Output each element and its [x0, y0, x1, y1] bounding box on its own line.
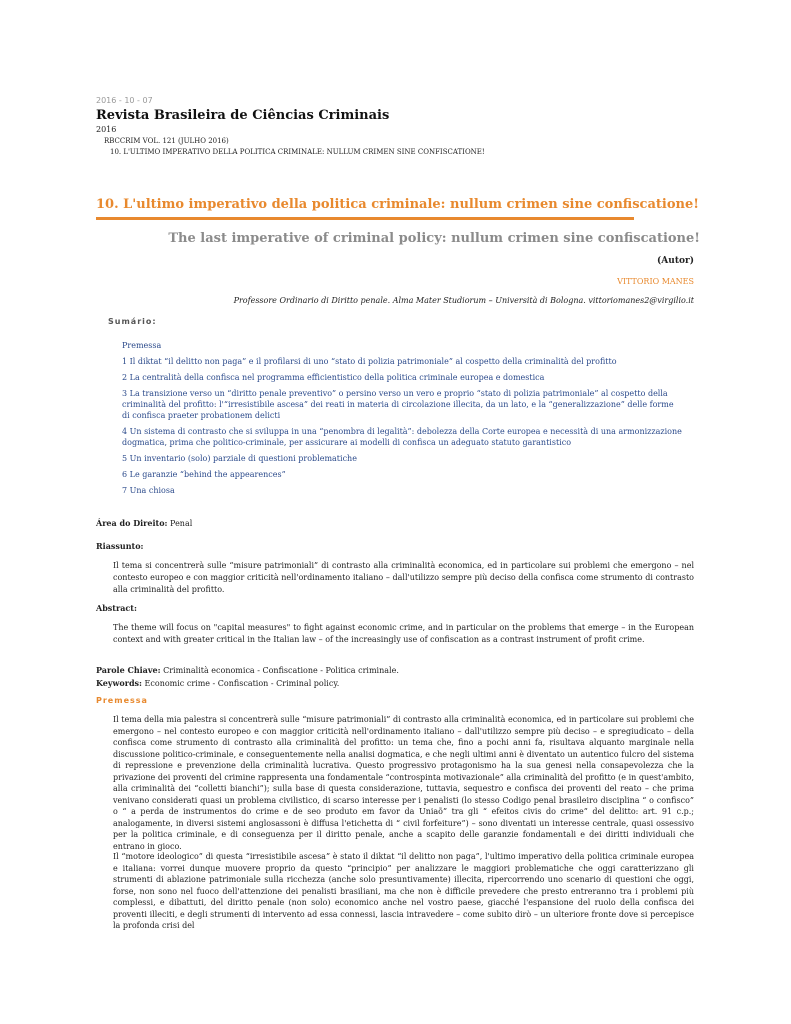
toc-link[interactable]: 1 Il diktat “il delitto non paga” e il profilarsi di uno “stato di polizia patrimoniale” al cospetto della criminalità del profitto	[122, 357, 617, 366]
premessa-heading: Premessa	[96, 696, 148, 705]
summary-list	[122, 340, 682, 501]
abstract-heading: Abstract:	[96, 603, 137, 613]
law-area	[96, 518, 192, 528]
toc-link[interactable]: 6 Le garanzie “behind the appearences”	[122, 470, 286, 479]
publication-date: 2016 - 10 - 07	[96, 96, 153, 105]
riassunto-text: Il tema si concentrerà sulle “misure patrimoniali” di contrasto alla criminalità economica, ed in particolare sui problemi che emergono – nel contesto europeo e con maggior criticità nell'ordinamento italiano – dall'utilizzo sempre più deciso della confisca come strumento di contrasto alla criminalità del profitto.	[113, 561, 694, 594]
article-title: 10. L'ultimo imperativo della politica criminale: nullum crimen sine confiscatione!	[96, 197, 699, 212]
toc-link[interactable]: 7 Una chiosa	[122, 486, 175, 495]
toc-link[interactable]: 2 La centralità della confisca nel programma efficientistico della politica criminale europea e domestica	[122, 373, 545, 382]
parole-label: Parole Chiave:	[96, 665, 161, 675]
keywords	[96, 677, 399, 690]
summary-heading: Sumário:	[108, 317, 157, 326]
journal-volume: RBCCRIM VOL. 121 (JULHO 2016)	[104, 137, 229, 145]
parole-chiave	[96, 664, 399, 677]
toc-link[interactable]: 3 La transizione verso un “diritto penale preventivo” o persino verso un vero e proprio “stato di polizia patrimoniale” al cospetto della criminalità del profitto: l'“irresistibile ascesa” dei reati in materia di circolazione illecita, da un lato, e la “generalizzazione” delle forme di confisca praeter probationem delicti	[122, 389, 674, 420]
author-name: VITTORIO MANES	[617, 277, 694, 286]
keywords-value: Economic crime - Confiscation - Criminal policy.	[142, 679, 340, 688]
law-area-value: Penal	[167, 519, 193, 528]
toc-link[interactable]: Premessa	[122, 341, 162, 350]
abstract-text: The theme will focus on "capital measures" to fight against economic crime, and in particular on the problems that emerge – in the European context and with greater critical in the Italian law – of the increasingly use of confiscation as a contrast instrument of profit crime.	[113, 623, 694, 644]
parole-value: Criminalità economica - Confiscatione - Politica criminale.	[160, 666, 399, 675]
journal-title: Revista Brasileira de Ciências Criminais	[96, 108, 390, 123]
author-role: (Autor)	[657, 256, 694, 266]
body-paragraph: Il “motore ideologico” di questa “irresistibile ascesa” è stato il diktat “il delitto non paga”, l'ultimo imperativo della politica criminale europea e italiana: vorrei dunque muovere proprio da questo “principio” per analizzare le maggiori problematiche che oggi caratterizzano gli strumenti di ablazione patrimoniale sulla ricchezza (anche solo presuntivamente) illecita, ripercorrendo uno scenario di questioni che oggi, forse, non sono nel fuoco dell'attenzione dei penalisti brasiliani, ma che non è difficile prevedere che presto entreranno tra i problemi più complessi, e dibattuti, del diritto penale (non solo) economico anche nel vostro paese, giacché l'espansione del ruolo della confisca dei proventi illeciti, e degli strumenti di intervento ad essa connessi, lascia intravedere – come subito dirò – un ulteriore fronte dove si percepisce la profonda crisi del	[113, 852, 694, 930]
keywords-label: Keywords:	[96, 678, 143, 688]
article-subtitle: The last imperative of criminal policy: nullum crimen sine confiscatione!	[168, 231, 700, 246]
toc-link[interactable]: 5 Un inventario (solo) parziale di questioni problematiche	[122, 454, 357, 463]
keywords-block	[96, 664, 399, 690]
body-paragraph: Il tema della mia palestra si concentrerà sulle “misure patrimoniali” di contrasto alla criminalità economica, ed in particolare sui problemi che emergono – nel contesto europeo e con maggior criticità nell'ordinamento italiano – dall'utilizzo sempre più deciso – e spregiudicato – della confisca come strumento di contrasto alla criminalità del profitto: un tema che, fino a pochi anni fa, risultava alquanto marginale nella discussione politico-criminale, e conseguentemente nella analisi dogmatica, e che negli ultimi anni è diventato un autentico fulcro del sistema di repressione e prevenzione della criminalità lucrativa. Questo progressivo protagonismo ha la sua genesi nella consapevolezza che la privazione dei proventi del crimine rappresenta una fondamentale “controspinta motivazionale” alla criminalità del profitto (e in quest'ambito, alla criminalità dei “colletti bianchi”); sulla base di questa considerazione, tuttavia, sequestro e confisca dei proventi del reato – che prima venivano considerati quasi un problema civilistico, di scarso interesse per i penalisti (lo stesso Codigo penal brasileiro disciplina “ o confisco” o “ a perda de instrumentos do crime e de seo produto em favor da Uniaõ” tra gli “ efeitos civis do crime” del delitto: art. 91 c.p.; analogamente, in diversi sistemi anglosassoni è diffusa l'etichetta di “ civil forfeiture”) – sono diventati un interesse centrale, quasi ossessivo per la politica criminale, e di conseguenza per il diritto penale, anche a scapito delle garanzie fondamentali e dei diritti individuali che entrano in gioco.	[113, 715, 694, 851]
law-area-label: Área do Direito:	[96, 518, 168, 528]
title-divider	[96, 217, 634, 220]
toc-link[interactable]: 4 Un sistema di contrasto che si sviluppa in una “penombra di legalità”: debolezza della Corte europea e necessità di una armonizzazione dogmatica, prima che politico-criminale, per assicurare ai modelli di confisca un adeguato statuto garantistico	[122, 427, 682, 447]
author-affiliation: Professore Ordinario di Diritto penale. Alma Mater Studiorum – Università di Bologna. vittoriomanes2@virgilio.it	[233, 296, 694, 305]
riassunto-heading: Riassunto:	[96, 541, 144, 551]
journal-year: 2016	[96, 125, 117, 134]
breadcrumb: 10. L'ULTIMO IMPERATIVO DELLA POLITICA CRIMINALE: NULLUM CRIMEN SINE CONFISCATIONE!	[110, 148, 485, 156]
